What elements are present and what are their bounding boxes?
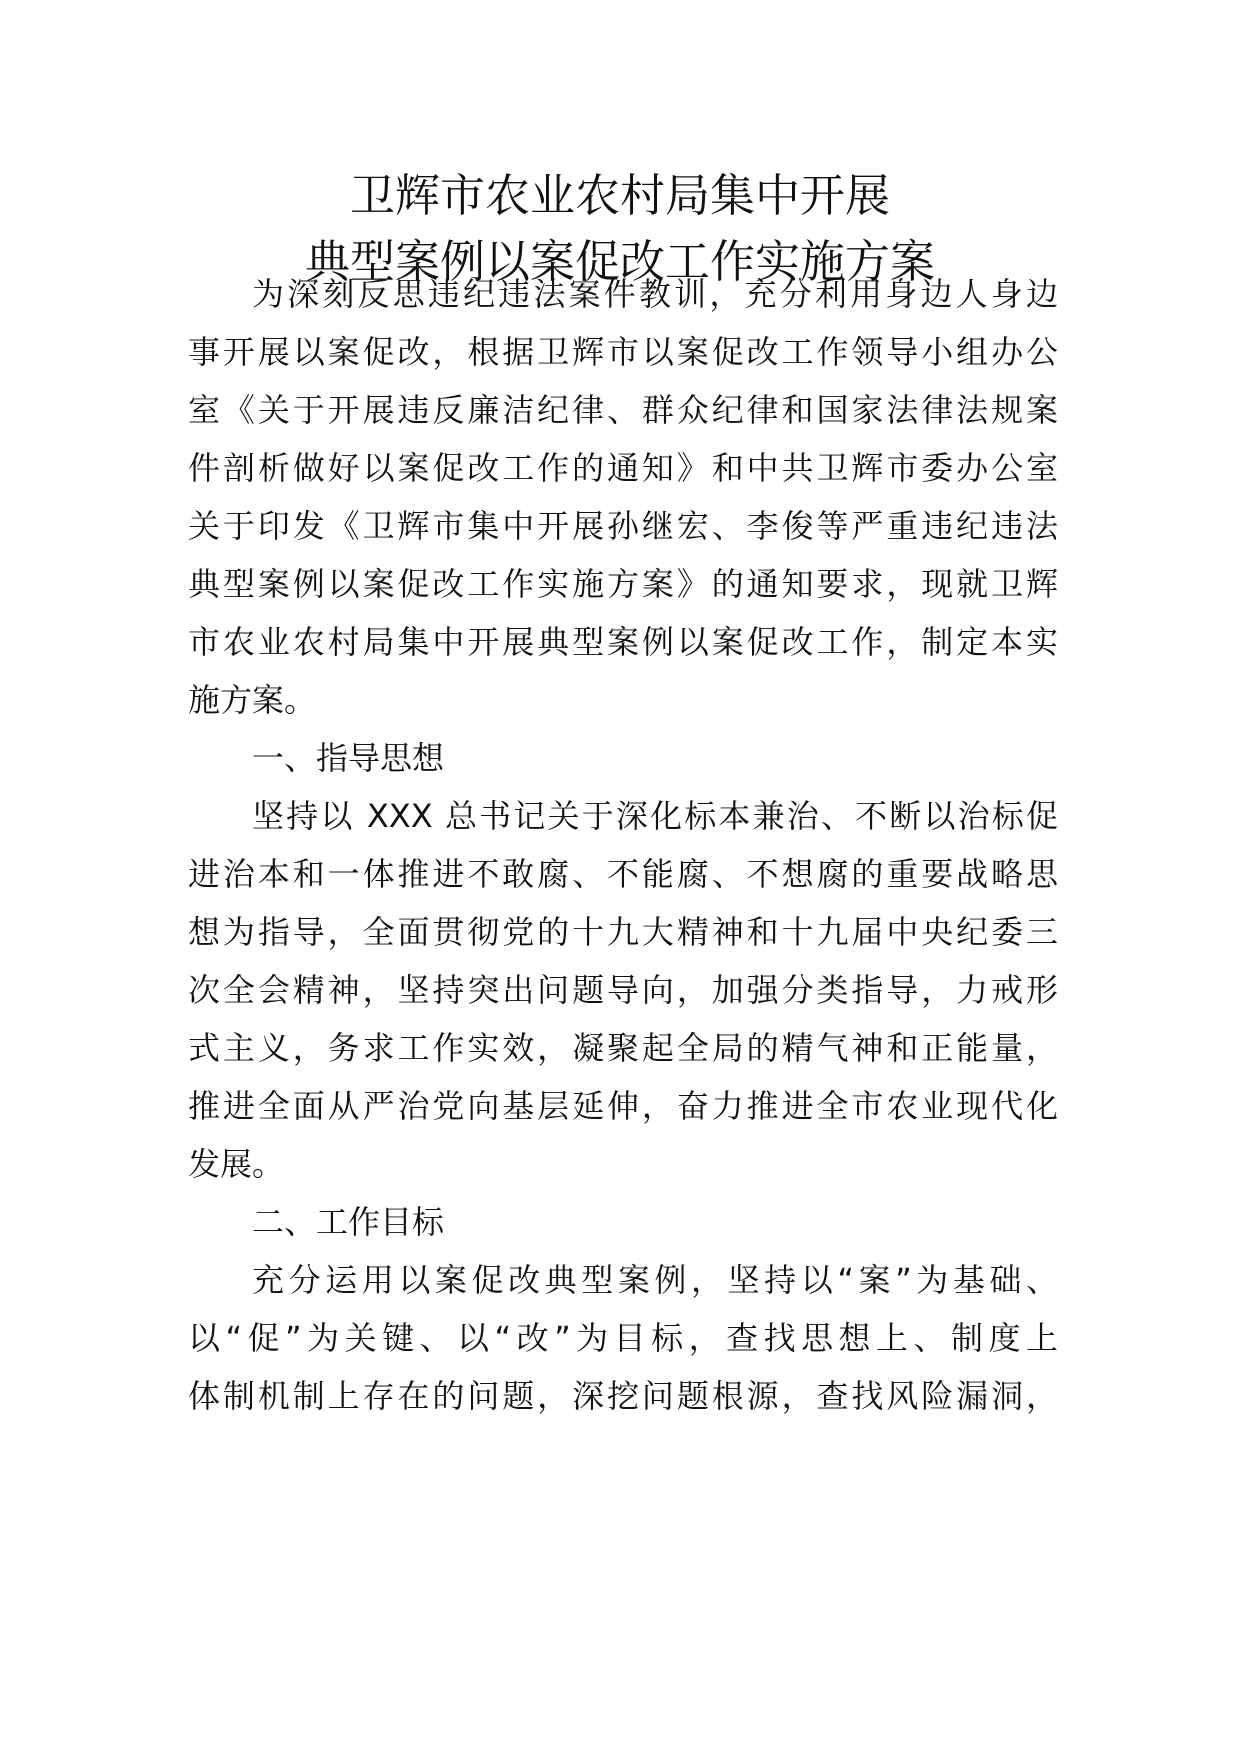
- intro-paragraph-line: 件剖析做好以案促改工作的通知》和中共卫辉市委办公室: [188, 449, 1058, 487]
- section-1-paragraph-line: 坚持以 XXX 总书记关于深化标本兼治、不断以治标促: [252, 797, 1058, 835]
- section-heading-work-goals: 二、工作目标: [252, 1203, 445, 1241]
- section-2-paragraph-line: 以“促”为关键、以“改”为目标，查找思想上、制度上: [188, 1319, 1058, 1357]
- section-2-paragraph-line: 充分运用以案促改典型案例，坚持以“案”为基础、: [252, 1261, 1058, 1299]
- intro-paragraph-line: 关于印发《卫辉市集中开展孙继宏、李俊等严重违纪违法: [188, 507, 1058, 545]
- intro-paragraph-line: 事开展以案促改，根据卫辉市以案促改工作领导小组办公: [188, 333, 1058, 371]
- intro-paragraph-line: 市农业农村局集中开展典型案例以案促改工作，制定本实: [188, 623, 1058, 661]
- section-1-paragraph-line: 发展。: [188, 1145, 285, 1183]
- document-title-line-1: 卫辉市农业农村局集中开展: [349, 169, 890, 222]
- intro-paragraph-line: 室《关于开展违反廉洁纪律、群众纪律和国家法律法规案: [188, 391, 1058, 429]
- intro-paragraph-line: 典型案例以案促改工作实施方案》的通知要求，现就卫辉: [188, 565, 1058, 603]
- section-2-paragraph-line: 体制机制上存在的问题，深挖问题根源，查找风险漏洞，: [188, 1377, 1058, 1415]
- section-1-paragraph-line: 想为指导，全面贯彻党的十九大精神和十九届中央纪委三: [188, 913, 1058, 951]
- intro-paragraph-line: 为深刻反思违纪违法案件教训，充分利用身边人身边: [252, 275, 1058, 313]
- intro-paragraph-line: 施方案。: [188, 681, 317, 719]
- document-title-line-2: 典型案例以案促改工作实施方案: [304, 235, 935, 288]
- section-1-paragraph-line: 次全会精神，坚持突出问题导向，加强分类指导，力戒形: [188, 971, 1058, 1009]
- section-1-paragraph-line: 式主义，务求工作实效，凝聚起全局的精气神和正能量，: [188, 1029, 1058, 1067]
- section-1-paragraph-line: 进治本和一体推进不敢腐、不能腐、不想腐的重要战略思: [188, 855, 1058, 893]
- section-1-paragraph-line: 推进全面从严治党向基层延伸，奋力推进全市农业现代化: [188, 1087, 1058, 1125]
- section-heading-guiding-ideology: 一、指导思想: [252, 739, 445, 777]
